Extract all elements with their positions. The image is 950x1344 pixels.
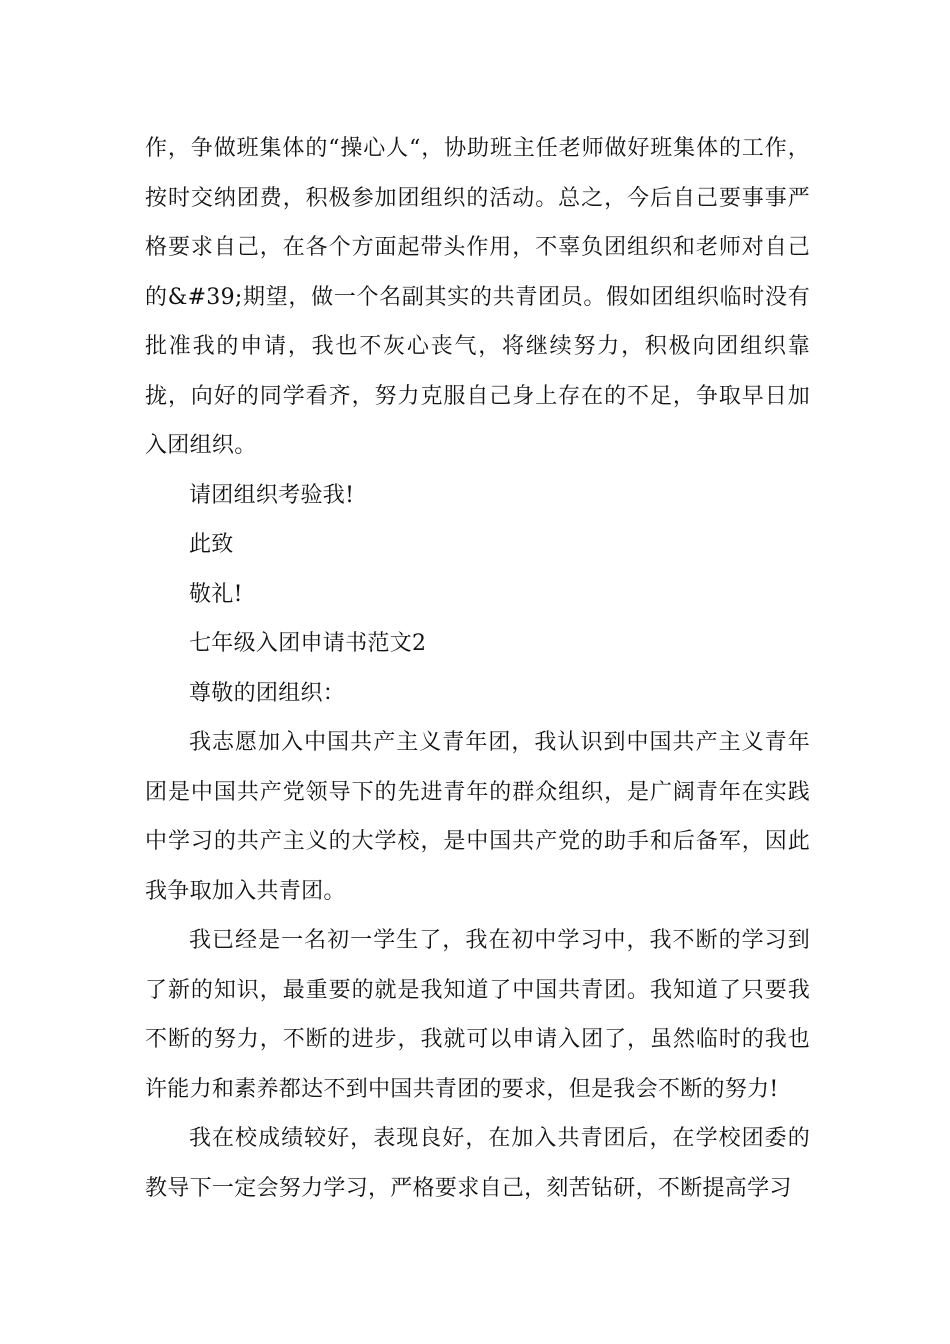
paragraph-intent: 我志愿加入中国共产主义青年团，我认识到中国共产主义青年团是中国共产党领导下的先进青年的群众组织，是广阔青年在实践中学习的共产主义的大学校，是中国共产党的助手和后备军，因此我争取加入共青团。 — [145, 730, 810, 904]
paragraph-continuation: 作，争做班集体的“操心人“，协助班主任老师做好班集体的工作，按时交纳团费，积极参加团组织的活动。总之，今后自己要事事严格要求自己，在各个方面起带头作用，不辜负团组织和老师对自己的&#39;期望，做一个名副其实的共青团员。假如团组织临时没有批准我的申请，我也不灰心丧气，将继续努力，积极向团组织靠拢，向好的同学看齐，努力克服自己身上存在的不足，争取早日加入团组织。 — [145, 136, 810, 458]
paragraph-commitment: 我在校成绩较好，表现良好，在加入共青团后，在学校团委的教导下一定会努力学习，严格要求自己，刻苦钻研，不断提高学习 — [145, 1126, 810, 1201]
paragraph-greeting: 尊敬的团组织： — [189, 680, 346, 706]
document-body — [145, 124, 810, 1213]
paragraph-regards: 敬礼! — [189, 581, 243, 607]
paragraph-background: 我已经是一名初一学生了，我在初中学习中，我不断的学习到了新的知识，最重要的就是我知道了中国共青团。我知道了只要我不断的努力，不断的进步，我就可以申请入团了，虽然临时的我也许能力和素养都达不到中国共青团的要求，但是我会不断的努力! — [145, 928, 810, 1102]
paragraph-closing-salutation: 此致 — [189, 532, 234, 557]
section-title: 七年级入团申请书范文2 — [189, 631, 427, 656]
paragraph-request-test: 请团组织考验我! — [189, 482, 355, 508]
